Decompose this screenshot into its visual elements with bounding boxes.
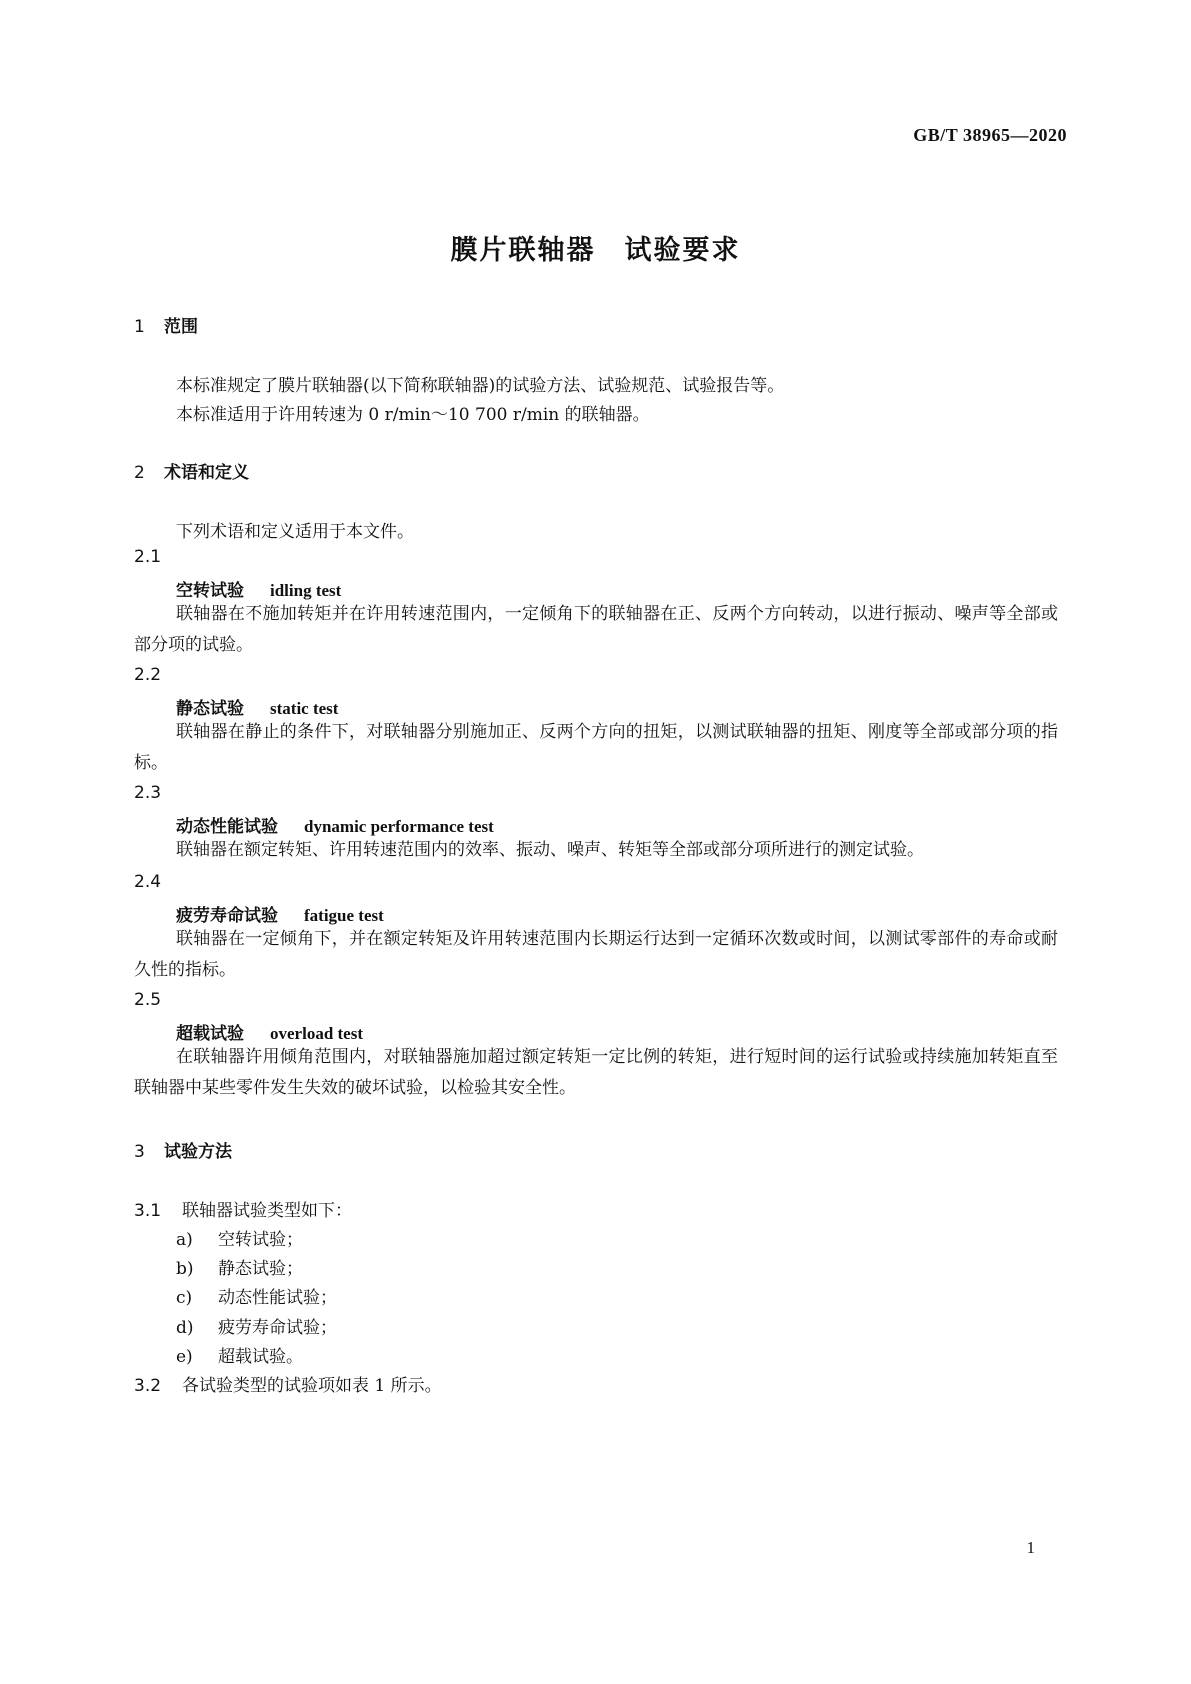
term-definition: 联轴器在一定倾角下，并在额定转矩及许用转速范围内长期运行达到一定循环次数或时间，以测试零部件的寿命或耐久性的指标。 [134, 929, 1058, 980]
section-title: 术语和定义 [164, 463, 249, 483]
term-number: 2.1 [134, 547, 162, 567]
term-cn: 静态试验 [176, 699, 244, 719]
clause-number: 3.1 [134, 1201, 162, 1221]
list-text: 静态试验； [218, 1259, 303, 1279]
standard-code: GB/T 38965—2020 [913, 125, 1067, 145]
list-item [176, 1283, 337, 1308]
term-number: 2.3 [134, 783, 162, 803]
scope-paragraph-1: 本标准规定了膜片联轴器(以下简称联轴器)的试验方法、试验规范、试验报告等。 [176, 376, 785, 396]
list-item [176, 1254, 303, 1279]
scope-paragraph-2: 本标准适用于许用转速为 0 r/min～10 700 r/min 的联轴器。 [176, 405, 650, 425]
term-number: 2.5 [134, 990, 162, 1010]
term-heading [176, 901, 384, 926]
term-en: static test [270, 699, 339, 718]
clause-3-2 [134, 1371, 442, 1396]
terms-intro: 下列术语和定义适用于本文件。 [176, 522, 414, 542]
term-cn: 动态性能试验 [176, 817, 278, 837]
term-en: idling test [270, 581, 342, 600]
list-text: 超载试验。 [218, 1347, 303, 1367]
term-number: 2.2 [134, 665, 162, 685]
list-marker: a) [176, 1230, 193, 1250]
document-title: 膜片联轴器 试验要求 [450, 235, 741, 266]
term-definition: 联轴器在额定转矩、许用转速范围内的效率、振动、噪声、转矩等全部或部分项所进行的测定试验。 [176, 840, 924, 860]
section-number: 2 [134, 463, 145, 483]
list-text: 疲劳寿命试验； [218, 1318, 337, 1338]
list-marker: e) [176, 1347, 193, 1367]
page-number: 1 [1026, 1538, 1035, 1557]
clause-text: 各试验类型的试验项如表 1 所示。 [182, 1376, 442, 1396]
term-heading [176, 1019, 363, 1044]
term-heading [176, 576, 341, 601]
list-item [176, 1313, 337, 1338]
term-definition: 联轴器在不施加转矩并在许用转速范围内，一定倾角下的联轴器在正、反两个方向转动，以进行振动、噪声等全部或部分项的试验。 [134, 604, 1058, 655]
list-marker: c) [176, 1288, 193, 1308]
term-definition: 联轴器在静止的条件下，对联轴器分别施加正、反两个方向的扭矩，以测试联轴器的扭矩、刚度等全部或部分项的指标。 [134, 722, 1058, 773]
term-heading [176, 812, 494, 837]
clause-3-1 [134, 1196, 352, 1221]
section-title: 范围 [164, 317, 198, 337]
list-item [176, 1225, 303, 1250]
term-cn: 超载试验 [176, 1024, 244, 1044]
term-en: dynamic performance test [304, 817, 494, 836]
list-item [176, 1342, 303, 1367]
term-definition: 在联轴器许用倾角范围内，对联轴器施加超过额定转矩一定比例的转矩，进行短时间的运行试验或持续施加转矩直至联轴器中某些零件发生失效的破坏试验，以检验其安全性。 [134, 1047, 1058, 1098]
section-number: 1 [134, 317, 145, 337]
term-en: fatigue test [304, 906, 384, 925]
section-1-heading [134, 312, 198, 337]
clause-number: 3.2 [134, 1376, 162, 1396]
term-cn: 空转试验 [176, 581, 244, 601]
list-marker: d) [176, 1318, 194, 1338]
section-3-heading [134, 1137, 232, 1162]
section-number: 3 [134, 1142, 145, 1162]
list-text: 动态性能试验； [218, 1288, 337, 1308]
term-en: overload test [270, 1024, 364, 1043]
section-title: 试验方法 [164, 1142, 232, 1162]
term-heading [176, 694, 338, 719]
section-2-heading [134, 458, 249, 483]
clause-text: 联轴器试验类型如下： [182, 1201, 352, 1221]
term-number: 2.4 [134, 872, 162, 892]
term-cn: 疲劳寿命试验 [176, 906, 278, 926]
list-marker: b) [176, 1259, 194, 1279]
list-text: 空转试验； [218, 1230, 303, 1250]
